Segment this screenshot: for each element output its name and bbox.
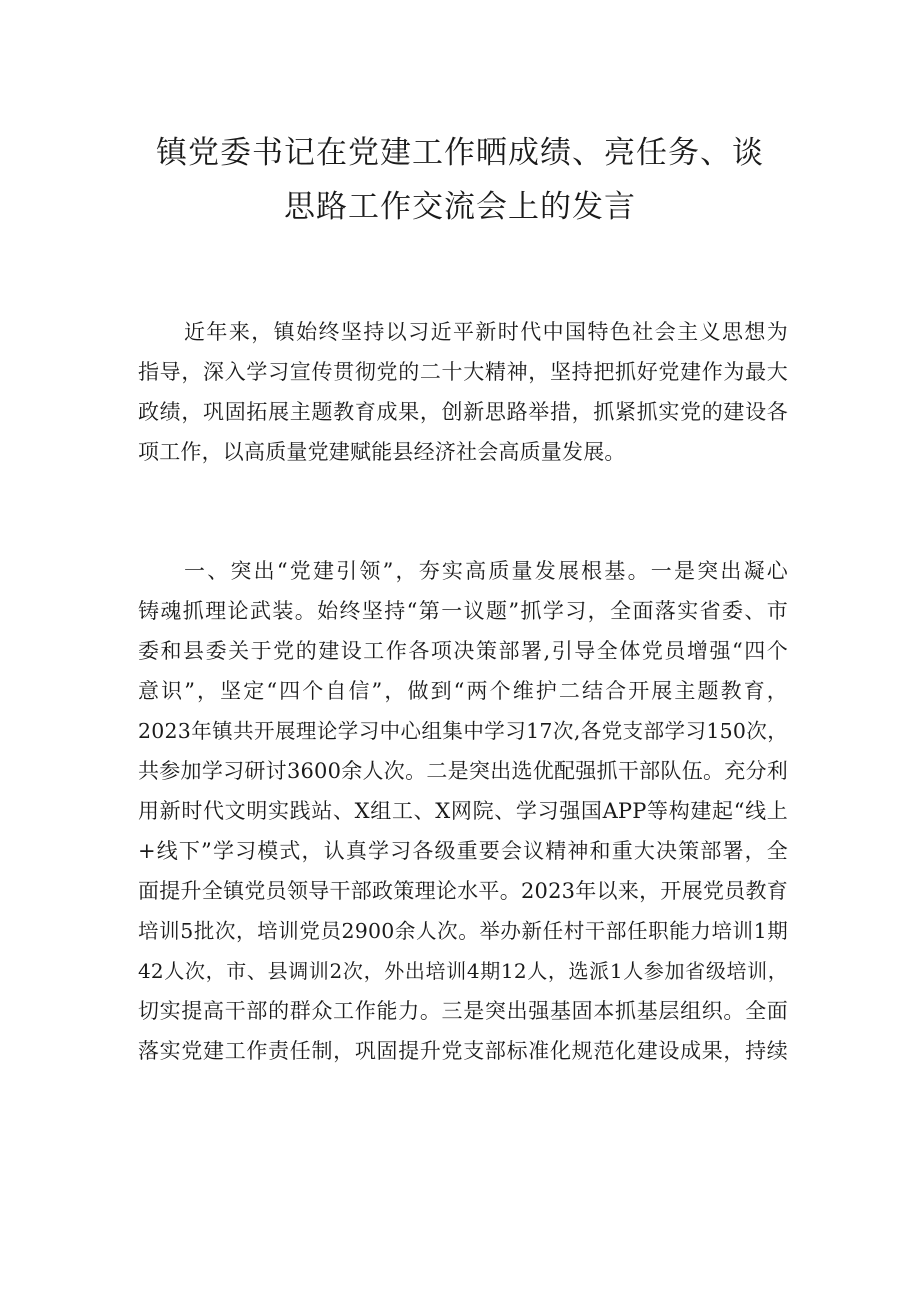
text-line: 意识”，坚定“四个自信”，做到“两个维护二结合开展主题教育， [138, 679, 788, 703]
text-line: 培训5批次，培训党员2900余人次。举办新任村干部任职能力培训1期 [138, 919, 788, 943]
text-line: 一、突出“党建引领”，夯实高质量发展根基。一是突出凝心 [184, 559, 788, 583]
text-line: 指导，深入学习宣传贯彻党的二十大精神，坚持把抓好党建作为最大 [138, 360, 788, 384]
text-line: 切实提高干部的群众工作能力。三是突出强基固本抓基层组织。全面 [138, 999, 788, 1023]
text-line: 政绩，巩固拓展主题教育成果，创新思路举措，抓紧抓实党的建设各 [138, 400, 788, 424]
title-line-1: 镇党委书记在党建工作晒成绩、亮任务、谈 [156, 135, 764, 171]
paragraph-intro [138, 312, 788, 472]
text-line: 落实党建工作责任制，巩固提升党支部标准化规范化建设成果，持续 [138, 1039, 788, 1063]
text-line: 面提升全镇党员领导干部政策理论水平。2023年以来，开展党员教育 [138, 879, 788, 903]
text-line: 共参加学习研讨3600余人次。二是突出选优配强抓干部队伍。充分利 [138, 759, 788, 783]
text-line: 项工作，以高质量党建赋能县经济社会高质量发展。 [138, 440, 626, 464]
document-title [120, 126, 800, 234]
text-line: +线下”学习模式，认真学习各级重要会议精神和重大决策部署，全 [138, 839, 788, 863]
text-line: 42人次，市、县调训2次，外出培训4期12人，选派1人参加省级培训， [138, 959, 788, 983]
paragraph-section-1 [138, 551, 788, 1071]
text-line: 2023年镇共开展理论学习中心组集中学习17次,各党支部学习150次， [138, 719, 788, 743]
text-line: 用新时代文明实践站、X组工、X网院、学习强国APP等构建起“线上 [138, 799, 788, 823]
title-line-2: 思路工作交流会上的发言 [284, 189, 636, 225]
text-line: 委和县委关于党的建设工作各项决策部署,引导全体党员增强“四个 [138, 639, 788, 663]
text-line: 铸魂抓理论武装。始终坚持“第一议题”抓学习，全面落实省委、市 [138, 599, 788, 623]
text-line: 近年来，镇始终坚持以习近平新时代中国特色社会主义思想为 [184, 320, 788, 344]
